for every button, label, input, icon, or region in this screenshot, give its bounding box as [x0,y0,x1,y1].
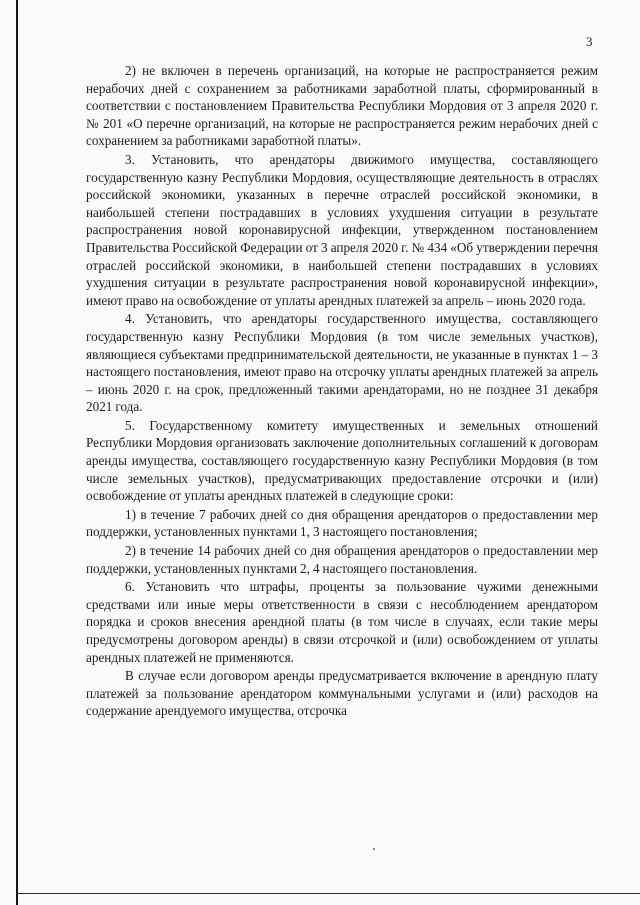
document-body [86,62,598,720]
paragraph-item-6: 6. Установить что штрафы, проценты за пользование чужими денежными средствами или иные меры ответственности в связи с несоблюдением арендатором порядка и сроков внесения арендной платы (в том числе в случаях, если такие меры предусмотрены договором аренды) в связи отсрочкой и (или) освобождением от уплаты арендных платежей не применяются. [86,579,598,665]
paragraph-item-6-continued: В случае если договором аренды предусматривается включение в арендную плату платежей за пользование арендатором коммунальными услугами и (или) расходов на содержание арендуемого имущества, отсрочка [86,668,598,719]
paragraph-subitem-2: 2) не включен в перечень организаций, на которые не распространяется режим нерабочих дней с сохранением за работниками заработной платы, сформированный в соответствии с постановлением Правительства Республики Мордовия от 3 апреля 2020 г. № 201 «О перечне организаций, на которые не распространяется режим нерабочих дней с сохранением за работниками заработной платы». [86,63,598,149]
scan-left-edge [16,0,18,905]
page-number: 3 [586,34,593,49]
paragraph-item-5-subitem-1: 1) в течение 7 рабочих дней со дня обращения арендаторов о предоставлении мер поддержки, установленных пунктами 1, 3 настоящего постановления; [86,506,598,540]
paragraph-item-5-subitem-2: 2) в течение 14 рабочих дней со дня обращения арендаторов о предоставлении мер поддержки, установленных пунктами 2, 4 настоящего постановления. [86,543,598,576]
paragraph-item-5: 5. Государственному комитету имущественных и земельных отношений Республики Мордовия организовать заключение дополнительных соглашений к договорам аренды имущества, составляющего государственную казну Республики Мордовия (в том числе земельных участков), предусматривающих предоставление отсрочки и (или) освобождение от уплаты арендных платежей в следующие сроки: [86,417,598,504]
paragraph-item-4: 4. Установить, что арендаторы государственного имущества, составляющего государственную казну Республики Мордовия (в том числе земельных участков), являющиеся субъектами предпринимательской деятельности, не указанные в пунктах 1 – 3 настоящего постановления, имеют право на отсрочку уплаты арендных платежей за апрель – июнь 2020 г. на срок, предложенный такими арендаторами, но не позднее 31 декабря 2021 года. [86,311,598,415]
scan-speck [373,848,375,850]
scan-bottom-edge [16,893,640,894]
paragraph-item-3: 3. Установить, что арендаторы движимого имущества, составляющего государственную казну Республики Мордовия, осуществляющие деятельность в отраслях российской экономики, указанных в перечне отраслей российской экономики, в наибольшей степени пострадавших в условиях ухудшения ситуации в результате распространения новой коронавирусной инфекции, утвержденном постановлением Правительства Российской Федерации от 3 апреля 2020 г. № 434 «Об утверждении перечня отраслей российской экономики, в наибольшей степени пострадавших в условиях ухудшения ситуации в результате распространения новой коронавирусной инфекции», имеют право на освобождение от уплаты арендных платежей за апрель – июнь 2020 года. [86,151,598,308]
